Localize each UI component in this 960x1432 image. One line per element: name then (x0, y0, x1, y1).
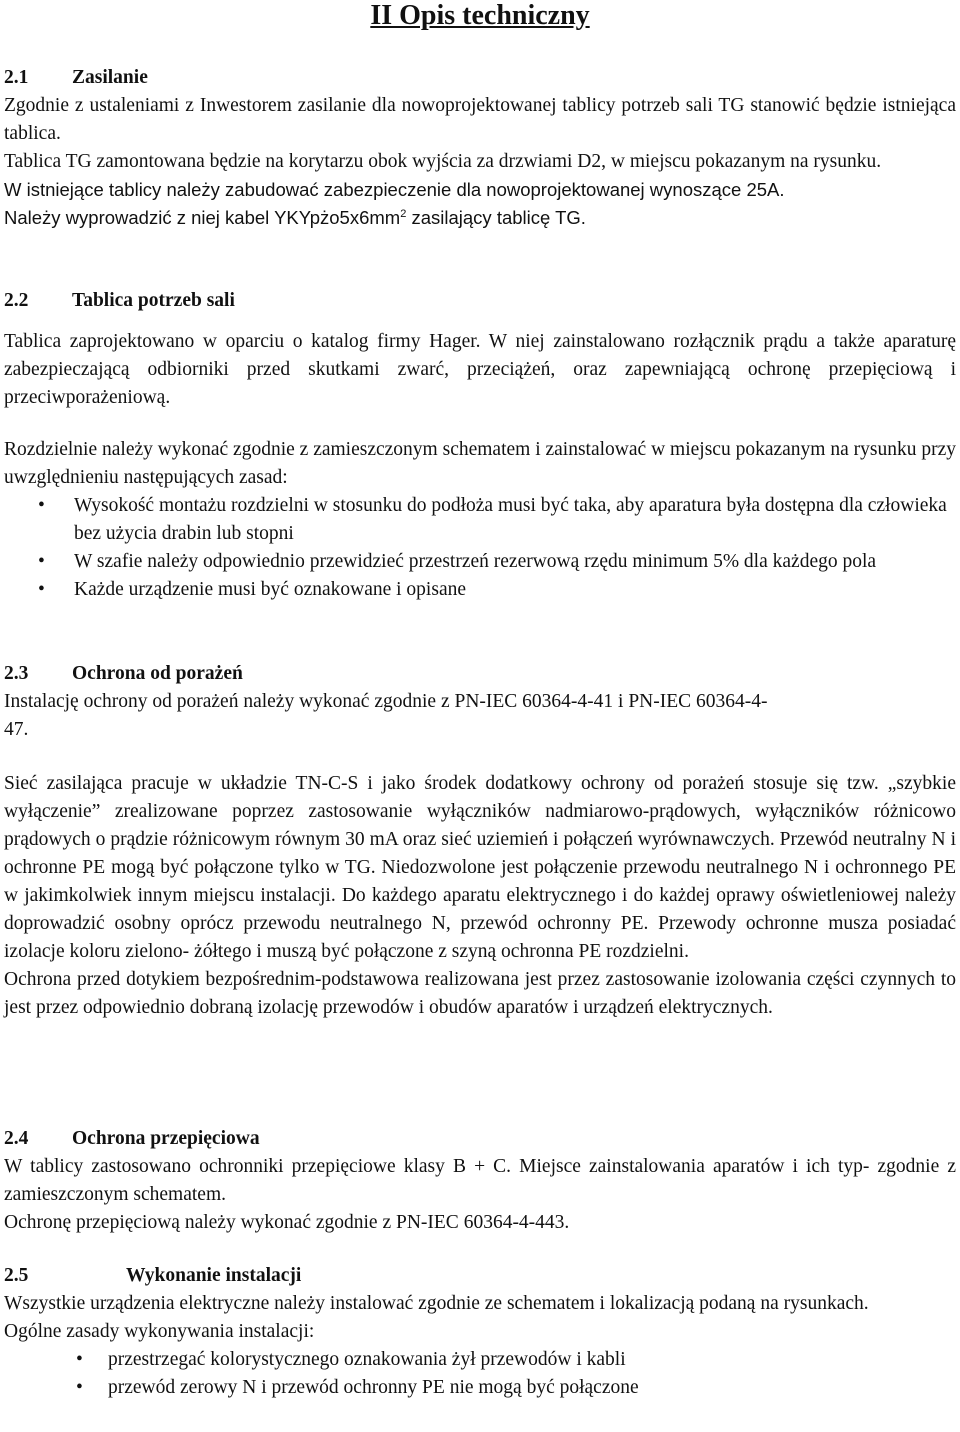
section-heading (4, 64, 956, 92)
paragraph: Ogólne zasady wykonywania instalacji: (4, 1321, 315, 1342)
text: zasilający tablicę TG. (406, 207, 586, 228)
paragraph: W istniejące tablicy należy zabudować zabezpieczenie dla nowoprojektowanej wynoszące 25A. (4, 179, 785, 200)
section-number: 2.1 (4, 67, 29, 88)
section-2-3-body (4, 770, 956, 1022)
section-title: Ochrona od porażeń (72, 663, 243, 684)
section-2-3 (4, 660, 956, 744)
section-title: Zasilanie (72, 67, 148, 88)
paragraph: W tablicy zastosowano ochronniki przepięciowe klasy B + C. Miejsce zainstalowania aparatów i ich typ- zgodnie z zamieszczonym schematem. (4, 1156, 956, 1205)
document-page (4, 0, 956, 1398)
list-item-text: Wysokość montażu rozdzielni w stosunku do podłoża musi być taka, aby aparatura była dostępna dla człowieka bez użycia drabin lub stopni (74, 495, 947, 544)
list-item (4, 576, 956, 604)
bullet-icon: • (38, 495, 45, 516)
section-heading (4, 660, 956, 688)
bullet-icon: • (76, 1377, 83, 1398)
list-item (4, 1374, 956, 1402)
bullet-icon: • (38, 551, 45, 572)
section-heading (4, 1125, 956, 1153)
superscript: 2 (400, 208, 407, 220)
text: Należy wyprowadzić z niej kabel YKYpżo5x6mm (4, 207, 401, 228)
list-item-text: Każde urządzenie musi być oznakowane i opisane (74, 579, 466, 600)
section-2-2 (4, 287, 956, 315)
paragraph: Tablica TG zamontowana będzie na korytarzu obok wyjścia za drzwiami D2, w miejscu pokazanym na rysunku. (4, 151, 882, 172)
bullet-icon: • (76, 1349, 83, 1370)
section-title: Tablica potrzeb sali (72, 290, 235, 311)
page-title: II Opis techniczny (370, 0, 590, 31)
section-2-5 (4, 1262, 956, 1402)
paragraph: Instalację ochrony od porażeń należy wykonać zgodnie z PN-IEC 60364-4-41 i PN-IEC 60364-4- (4, 691, 768, 712)
list-item-text: przestrzegać kolorystycznego oznakowania żył przewodów i kabli (108, 1349, 626, 1370)
section-title: Wykonanie instalacji (126, 1265, 302, 1286)
section-number: 2.2 (4, 290, 29, 311)
paragraph: Sieć zasilająca pracuje w układzie TN-C-S i jako środek dodatkowy ochrony od porażeń stosuje się tzw. „szybkie wyłączenie” zrealizowane poprzez zastosowanie wyłączników nadmiarowo-prądowych, wyłączników różnicowo prądowych o prądzie różnicowym równym 30 mA oraz sieć uziemień i połączeń wyrównawczych. Przewód neutralny N i ochronne PE mogą być połączone tylko w TG. Niedozwolone jest połączenie przewodu neutralnego N i ochronnego PE w jakimkolwiek innym miejscu instalacji. Do każdego aparatu elektrycznego i do każdej oprawy oświetleniowej należy doprowadzić osobny oprócz przewodu neutralnego N, przewód ochronny PE. Przewody ochronne musza posiadać izolacje koloru zielono- żółtego i muszą być połączone z szyną ochronna PE rozdzielni. (4, 773, 956, 962)
list-item (4, 1346, 956, 1374)
list-item (4, 492, 956, 548)
paragraph: Zgodnie z ustaleniami z Inwestorem zasilanie dla nowoprojektowanej tablicy potrzeb sali TG stanowić będzie istniejąca tablica. (4, 95, 956, 144)
paragraph: Rozdzielnie należy wykonać zgodnie z zamieszczonym schematem i zainstalować w miejscu pokazanym na rysunku przy uwzględnieniu następujących zasad: (4, 439, 956, 488)
paragraph (4, 204, 956, 232)
paragraph: Tablica zaprojektowano w oparciu o katalog firmy Hager. W niej zainstalowano rozłącznik prądu a także aparaturę zabezpieczającą odbiorniki przed skutkami zwarć, przeciążeń, oraz zapewniającą ochronę przepięciową i przeciwporażeniową. (4, 331, 956, 408)
section-2-2-rules (4, 436, 956, 604)
list-item (4, 548, 956, 576)
section-title: Ochrona przepięciowa (72, 1128, 260, 1149)
bullet-icon: • (38, 579, 45, 600)
section-number: 2.5 (4, 1265, 29, 1286)
section-number: 2.4 (4, 1128, 29, 1149)
list-item-text: W szafie należy odpowiednio przewidzieć przestrzeń rezerwową rzędu minimum 5% dla każdego pola (74, 551, 877, 572)
paragraph: Ochronę przepięciową należy wykonać zgodnie z PN-IEC 60364-4-443. (4, 1212, 570, 1233)
section-2-4 (4, 1125, 956, 1237)
section-2-1 (4, 64, 956, 232)
section-heading (4, 287, 956, 315)
section-number: 2.3 (4, 663, 29, 684)
paragraph: Wszystkie urządzenia elektryczne należy instalować zgodnie ze schematem i lokalizacją podaną na rysunkach. (4, 1293, 869, 1314)
paragraph: Ochrona przed dotykiem bezpośrednim-podstawowa realizowana jest przez zastosowanie izolowania części czynnych to jest przez odpowiednio dobraną izolację przewodów i obudów aparatów i urządzeń elektrycznych. (4, 969, 956, 1018)
list-item-text: przewód zerowy N i przewód ochronny PE nie mogą być połączone (108, 1377, 639, 1398)
paragraph: 47. (4, 719, 29, 740)
section-heading (4, 1262, 956, 1290)
section-2-2-body (4, 328, 956, 412)
